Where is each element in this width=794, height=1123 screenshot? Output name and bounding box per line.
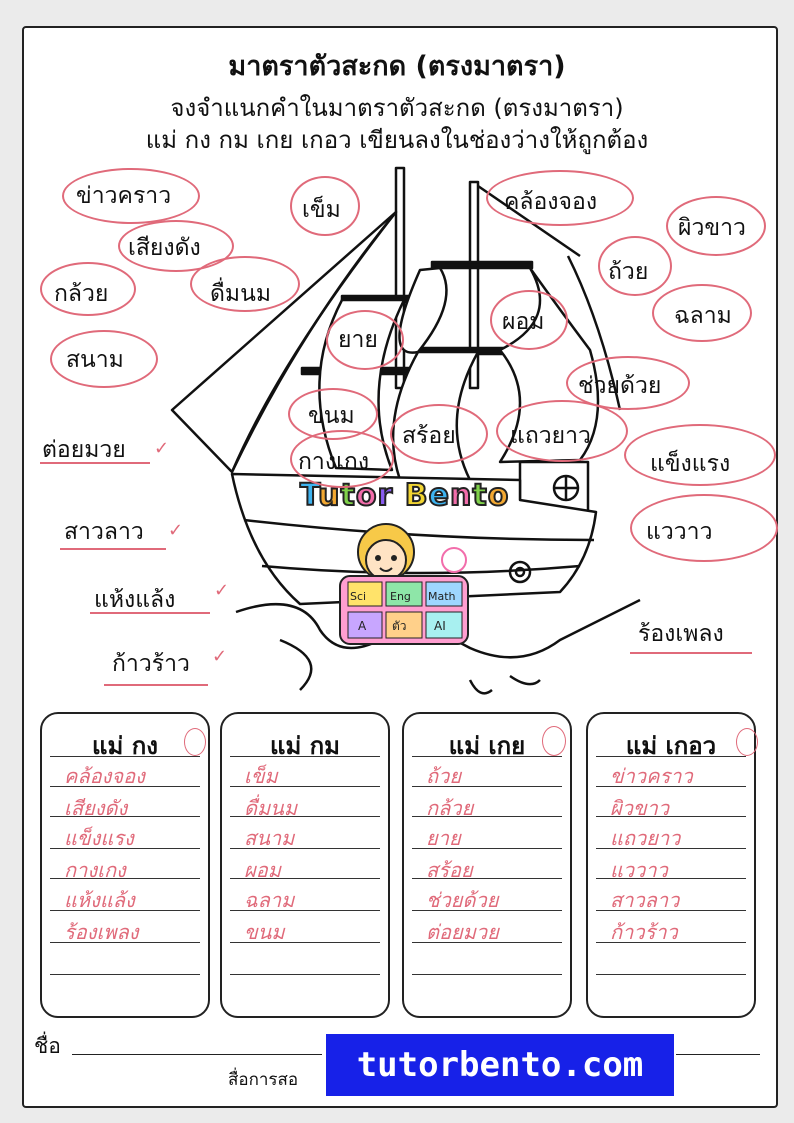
kid-label-ai: AI	[434, 619, 446, 633]
answer-text: ดื่มนม	[244, 796, 298, 820]
word-item: ถ้วย	[608, 259, 649, 285]
word-item: ขนม	[308, 403, 355, 429]
answer-text: ต่อยมวย	[426, 920, 499, 944]
mark-underline	[40, 462, 150, 464]
word-item: ก้าวร้าว	[112, 651, 190, 677]
kid-label-eng: Eng	[390, 590, 411, 603]
word-item: กางเกง	[298, 449, 370, 475]
check-icon: ✓	[154, 438, 170, 459]
word-item: คล้องจอง	[504, 189, 598, 215]
mark-underline	[104, 684, 208, 686]
word-item: ฉลาม	[674, 303, 732, 329]
number-field[interactable]	[676, 1054, 760, 1055]
mark-underline	[60, 548, 166, 550]
answer-text: แถวยาว	[610, 826, 681, 850]
answer-text: สร้อย	[426, 858, 473, 882]
answer-text: ร้องเพลง	[64, 920, 139, 944]
name-field[interactable]	[72, 1054, 322, 1055]
word-item: เข็ม	[302, 197, 341, 223]
word-item: แห้งแล้ง	[94, 587, 176, 613]
kid-label-thai: ตัว	[392, 619, 407, 633]
word-item: สนาม	[66, 347, 124, 373]
word-item: ผิวขาว	[678, 215, 746, 241]
box-header: แม่ กง	[92, 732, 158, 760]
answer-box-kong	[40, 712, 210, 1018]
answer-text: ถ้วย	[426, 764, 462, 788]
check-icon: ✓	[212, 646, 228, 667]
answer-text: แห้งแล้ง	[64, 888, 135, 912]
answer-text: ช่วยด้วย	[426, 888, 499, 912]
word-item: ผอม	[502, 309, 545, 335]
answer-text: แววาว	[610, 858, 668, 882]
mark-underline	[90, 612, 210, 614]
answer-text: สนาม	[244, 826, 295, 850]
word-item: สาวลาว	[64, 519, 144, 545]
mark-underline	[630, 652, 752, 654]
word-item: แข็งแรง	[650, 451, 731, 477]
answer-text: กางเกง	[64, 858, 126, 882]
word-item: ดื่มนม	[210, 281, 271, 307]
answer-box-koei	[402, 712, 572, 1018]
word-item: ช่วยด้วย	[578, 373, 662, 399]
word-item: เสียงดัง	[128, 235, 201, 261]
answer-text: แข็งแรง	[64, 826, 134, 850]
answer-text: ผอม	[244, 858, 281, 882]
answer-text: ยาย	[426, 826, 461, 850]
answer-text: เสียงดัง	[64, 796, 128, 820]
answer-text: ฉลาม	[244, 888, 295, 912]
answer-text: กล้วย	[426, 796, 474, 820]
word-item: ยาย	[338, 327, 378, 353]
kid-label-a: A	[358, 619, 367, 633]
check-icon: ✓	[168, 520, 184, 541]
kid-label-sci: Sci	[350, 590, 367, 603]
mark-circle	[736, 728, 758, 756]
answer-text: ขนม	[244, 920, 285, 944]
instruction-line-1: จงจำแนกคำในมาตราตัวสะกด (ตรงมาตรา)	[170, 94, 624, 122]
kid-label-math: Math	[428, 590, 456, 603]
answer-text: ผิวขาว	[610, 796, 670, 820]
check-icon: ✓	[214, 580, 230, 601]
mark-circle	[542, 726, 566, 756]
source-label: สื่อการสอ	[228, 1070, 299, 1090]
answer-text: เข็ม	[244, 764, 278, 788]
word-item: กล้วย	[54, 281, 109, 307]
worksheet-title: มาตราตัวสะกด (ตรงมาตรา)	[228, 51, 566, 82]
answer-text: สาวลาว	[610, 888, 680, 912]
instruction-line-2: แม่ กง กม เกย เกอว เขียนลงในช่องว่างให้ถูกต้อง	[145, 126, 649, 154]
answer-box-kom	[220, 712, 390, 1018]
answer-text: คล้องจอง	[64, 764, 145, 788]
word-item: ร้องเพลง	[638, 621, 724, 647]
answer-box-koew	[586, 712, 756, 1018]
answer-text: ก้าวร้าว	[610, 920, 678, 944]
mark-circle	[184, 728, 206, 756]
box-header: แม่ เกย	[448, 732, 526, 760]
word-item: แถวยาว	[510, 423, 591, 449]
word-item: ต่อยมวย	[42, 437, 126, 463]
watermark-banner: tutorbento.com	[326, 1034, 674, 1096]
answer-text: ข่าวคราว	[610, 764, 693, 788]
word-item: แววาว	[646, 519, 713, 545]
box-header: แม่ กม	[270, 732, 340, 760]
tutor-bento-logo: Tutor Bento	[300, 478, 510, 513]
word-item: สร้อย	[402, 423, 456, 449]
kid-mascot-icon	[336, 520, 470, 648]
box-header: แม่ เกอว	[625, 732, 717, 760]
name-label: ชื่อ	[34, 1034, 61, 1058]
word-item: ข่าวคราว	[76, 183, 172, 209]
